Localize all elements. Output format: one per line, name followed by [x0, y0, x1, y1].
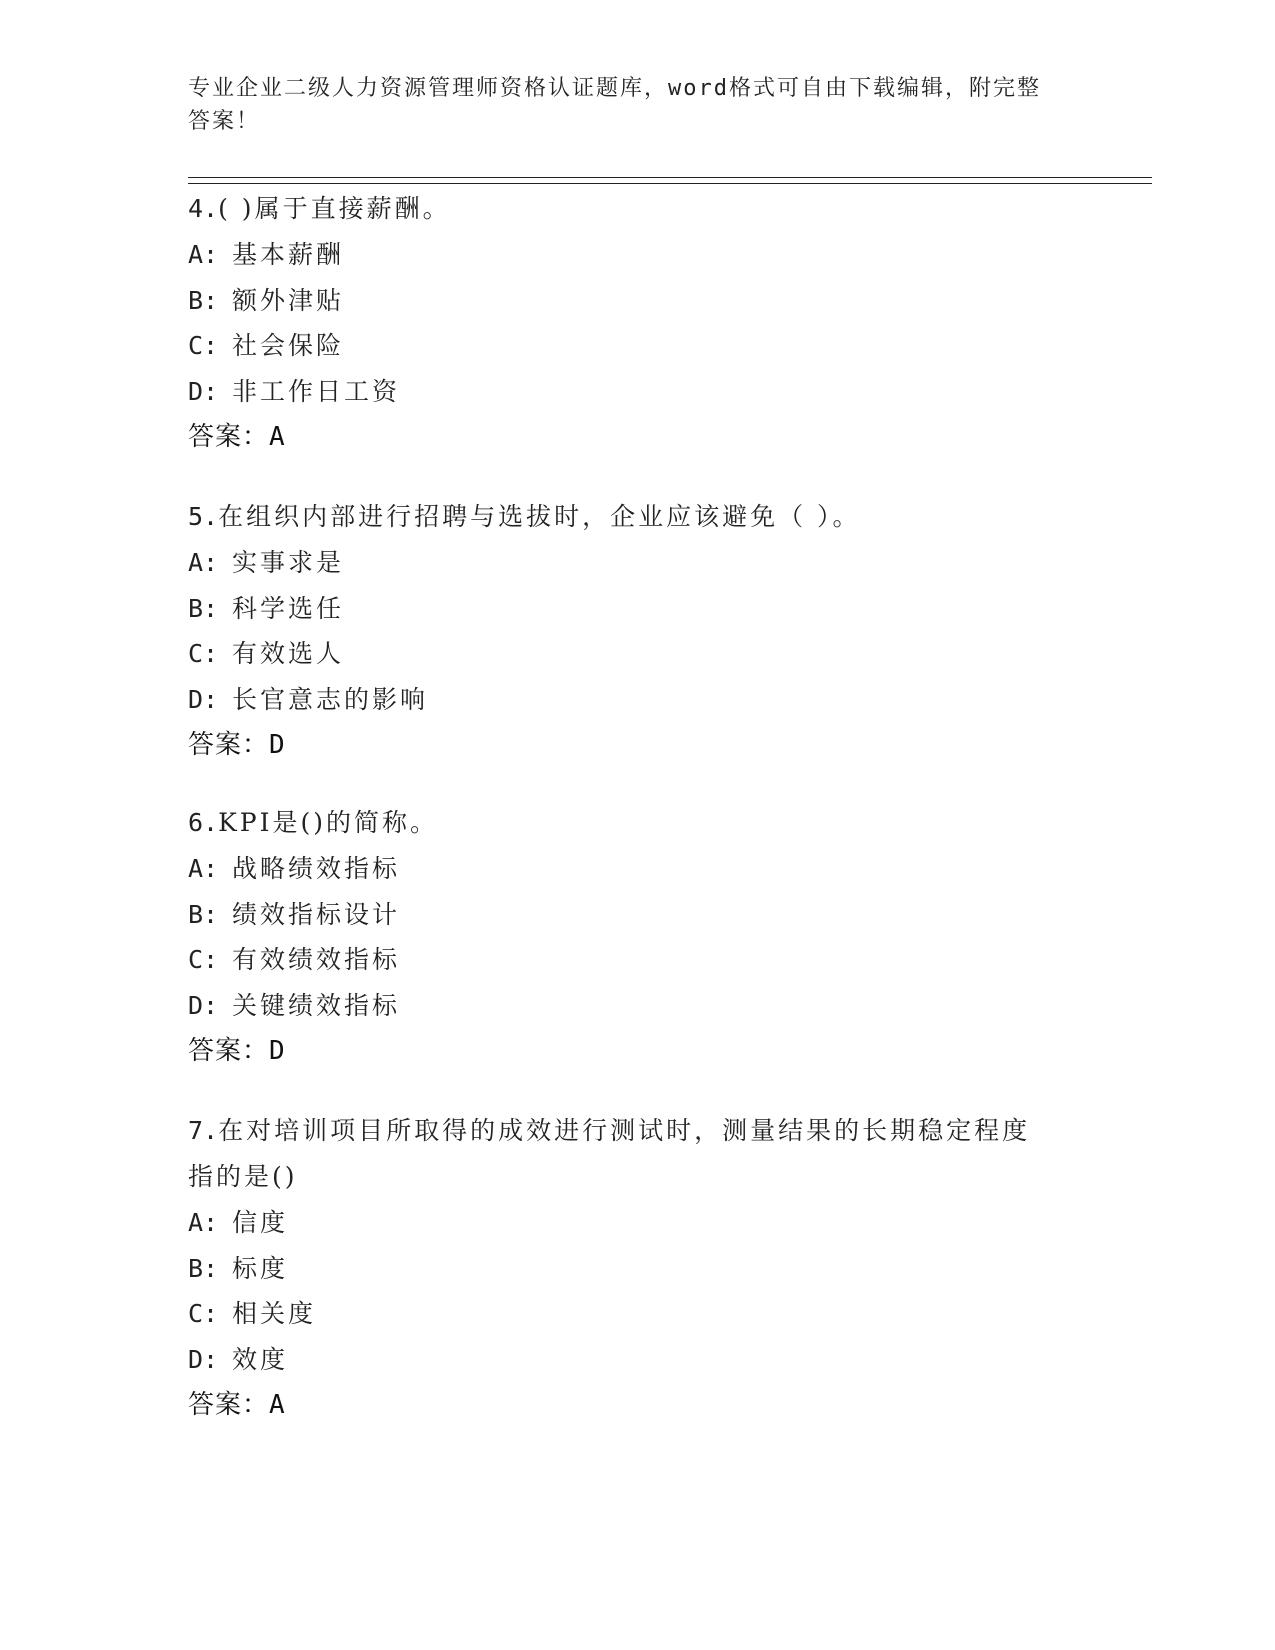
option-text: 关键绩效指标	[232, 990, 401, 1020]
option-key: B:	[188, 899, 219, 929]
question-number: 4.	[188, 194, 219, 223]
option-text: 基本薪酬	[232, 240, 345, 269]
option-key: B:	[188, 593, 219, 623]
question-text: ( )属于直接薪酬。	[218, 194, 451, 223]
option-text: 非工作日工资	[232, 376, 401, 406]
question-stem	[188, 494, 1088, 540]
option-b	[188, 586, 1088, 632]
answer-line	[188, 722, 1088, 768]
option-key: D:	[188, 684, 219, 714]
header-divider-top	[188, 177, 1152, 178]
question-text: 在组织内部进行招聘与选拔时，企业应该避免（ ）。	[218, 502, 861, 531]
answer-line	[188, 1028, 1088, 1074]
option-b	[188, 892, 1088, 938]
option-c	[188, 631, 1088, 677]
header-divider-bottom	[188, 183, 1152, 184]
question-7	[188, 1108, 1088, 1428]
option-text: 有效选人	[232, 639, 345, 668]
question-stem	[188, 186, 1088, 232]
option-text: 标度	[232, 1253, 289, 1283]
option-key: A:	[188, 548, 219, 577]
option-b	[188, 278, 1088, 324]
option-text: 战略绩效指标	[232, 854, 401, 883]
question-number: 5.	[188, 502, 219, 531]
option-text: 效度	[232, 1344, 289, 1374]
answer-label: 答案：	[188, 730, 270, 760]
option-a	[188, 232, 1088, 278]
option-c	[188, 323, 1088, 369]
answer-line	[188, 414, 1088, 460]
answer-value: A	[269, 422, 286, 452]
question-4	[188, 186, 1088, 460]
question-stem	[188, 1108, 1088, 1154]
header-line-2: 答案！	[188, 109, 261, 134]
option-c	[188, 937, 1088, 983]
option-key: A:	[188, 854, 219, 883]
question-text: 在对培训项目所取得的成效进行测试时，测量结果的长期稳定程度	[218, 1116, 1031, 1145]
question-6	[188, 800, 1088, 1074]
header-line-1: 专业企业二级人力资源管理师资格认证题库，word格式可自由下载编辑，附完整	[188, 76, 1041, 101]
option-key: D:	[188, 1344, 219, 1374]
option-c	[188, 1291, 1088, 1337]
option-key: A:	[188, 1208, 219, 1237]
option-text: 长官意志的影响	[232, 684, 429, 714]
option-d	[188, 677, 1088, 723]
answer-label: 答案：	[188, 1036, 270, 1066]
option-text: 信度	[232, 1208, 289, 1237]
answer-value: D	[269, 1036, 286, 1066]
answer-value: A	[269, 1390, 286, 1420]
document-header	[188, 72, 1068, 138]
option-text: 有效绩效指标	[232, 945, 401, 974]
option-key: C:	[188, 331, 219, 360]
option-text: 绩效指标设计	[232, 899, 401, 929]
option-text: 相关度	[232, 1299, 317, 1328]
option-text: 科学选任	[232, 593, 345, 623]
question-text: KPI是()的简称。	[218, 808, 438, 837]
option-text: 社会保险	[232, 331, 345, 360]
option-key: D:	[188, 376, 219, 406]
option-key: C:	[188, 945, 219, 974]
answer-value: D	[269, 730, 286, 760]
answer-line	[188, 1382, 1088, 1428]
question-5	[188, 494, 1088, 768]
option-a	[188, 1200, 1088, 1246]
option-key: B:	[188, 285, 219, 315]
option-key: A:	[188, 240, 219, 269]
option-key: D:	[188, 990, 219, 1020]
option-a	[188, 540, 1088, 586]
option-key: C:	[188, 639, 219, 668]
option-d	[188, 1337, 1088, 1383]
option-d	[188, 369, 1088, 415]
option-text: 实事求是	[232, 548, 345, 577]
question-number: 7.	[188, 1116, 219, 1145]
option-d	[188, 983, 1088, 1029]
answer-label: 答案：	[188, 1390, 270, 1420]
question-stem	[188, 800, 1088, 846]
answer-label: 答案：	[188, 422, 270, 452]
option-text: 额外津贴	[232, 285, 345, 315]
question-stem-continued: 指的是()	[188, 1162, 298, 1191]
question-number: 6.	[188, 808, 219, 837]
option-b	[188, 1246, 1088, 1292]
option-a	[188, 846, 1088, 892]
option-key: C:	[188, 1299, 219, 1328]
option-key: B:	[188, 1253, 219, 1283]
